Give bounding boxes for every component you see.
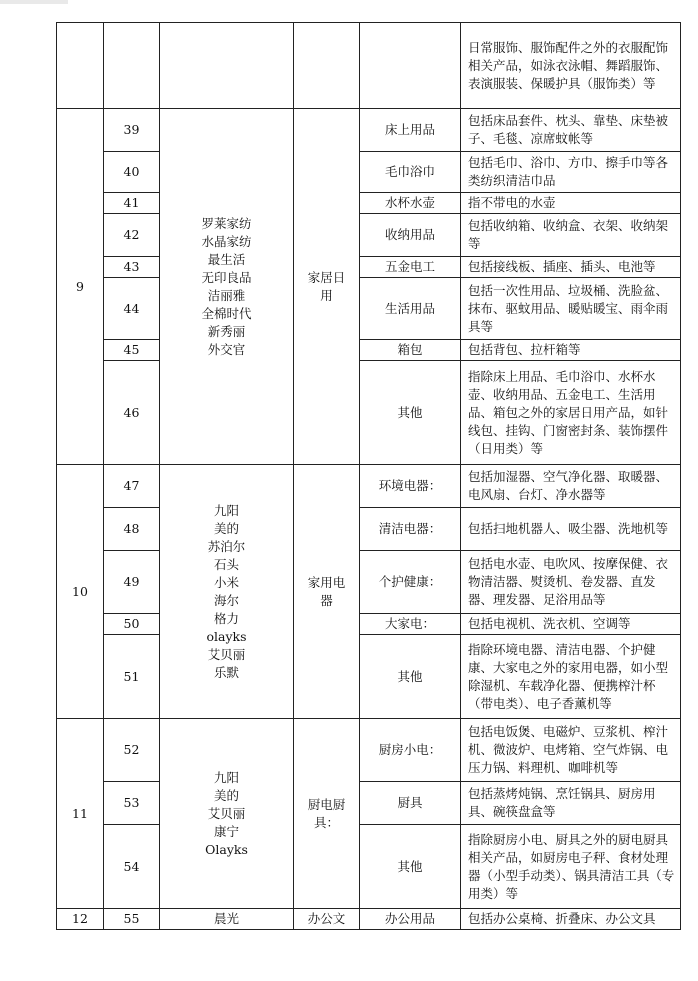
table-row xyxy=(57,23,681,109)
brand-list xyxy=(160,465,294,719)
brand-name: 美的 xyxy=(213,787,239,803)
table-row xyxy=(57,193,681,214)
brand-name: 晨光 xyxy=(213,911,239,926)
group-number: 9 xyxy=(57,109,104,465)
brand-list xyxy=(160,109,294,465)
item-number: 49 xyxy=(104,551,160,614)
item-number: 55 xyxy=(104,909,160,930)
subcategory-name: 个护健康： xyxy=(360,551,461,614)
item-number: 42 xyxy=(104,214,160,257)
brand-name: 海尔 xyxy=(213,592,239,608)
category-name: 家居日用 xyxy=(294,109,360,465)
table-row xyxy=(57,465,681,508)
brand-name: 最生活 xyxy=(207,251,246,267)
table-row xyxy=(57,340,681,361)
item-number: 46 xyxy=(104,361,160,465)
table-row xyxy=(57,551,681,614)
table-row xyxy=(57,257,681,278)
brand-name: 康宁 xyxy=(213,823,239,839)
brand-name: 小米 xyxy=(213,574,239,590)
table-row xyxy=(57,909,681,930)
description-text: 指除厨房小电、厨具之外的厨电厨具相关产品，如厨房电子秤、食材处理器（小型手动类）、锅具清洁工具（专用类）等 xyxy=(461,825,681,909)
subcategory-name: 厨具 xyxy=(360,782,461,825)
table-row xyxy=(57,361,681,465)
subcategory-name: 其他 xyxy=(360,635,461,719)
description-cell: 日常服饰、服饰配件之外的衣服配饰相关产品，如泳衣泳帽、舞蹈服饰、表演服装、保暖护具（服饰类）等 xyxy=(461,23,681,109)
description-text: 指除床上用品、毛巾浴巾、水杯水壶、收纳用品、五金电工、生活用品、箱包之外的家居日用产品，如针线包、挂钩、门窗密封条、装饰摆件（日用类）等 xyxy=(461,361,681,465)
item-number: 43 xyxy=(104,257,160,278)
brand-name: 苏泊尔 xyxy=(207,538,246,554)
description-text: 包括电水壶、电吹风、按摩保健、衣物清洁器、熨烫机、卷发器、直发器、理发器、足浴用品等 xyxy=(461,551,681,614)
category-brand-table xyxy=(56,22,681,930)
description-text: 包括电视机、洗衣机、空调等 xyxy=(461,614,681,635)
description-text: 指除环境电器、清洁电器、个护健康、大家电之外的家用电器，如小型除湿机、车载净化器、便携榨汁杯（带电类）、电子香薰机等 xyxy=(461,635,681,719)
description-text: 包括收纳箱、收纳盒、衣架、收纳架等 xyxy=(461,214,681,257)
item-number: 50 xyxy=(104,614,160,635)
group-cell xyxy=(57,23,104,109)
brand-name: 洁丽雅 xyxy=(207,287,246,303)
group-number: 10 xyxy=(57,465,104,719)
table-row xyxy=(57,152,681,193)
subcategory-name: 生活用品 xyxy=(360,278,461,340)
table-row xyxy=(57,109,681,152)
brand-name: 罗莱家纺 xyxy=(201,215,252,231)
brand-name: 艾贝丽 xyxy=(207,805,246,821)
brand-name: 水晶家纺 xyxy=(201,233,252,249)
table-row xyxy=(57,614,681,635)
item-number: 54 xyxy=(104,825,160,909)
number-cell xyxy=(104,23,160,109)
group-number: 11 xyxy=(57,719,104,909)
subcategory-name: 收纳用品 xyxy=(360,214,461,257)
table-row xyxy=(57,719,681,782)
table-row xyxy=(57,782,681,825)
item-number: 48 xyxy=(104,508,160,551)
brand-list xyxy=(160,909,294,930)
item-number: 45 xyxy=(104,340,160,361)
description-text: 包括扫地机器人、吸尘器、洗地机等 xyxy=(461,508,681,551)
category-cell xyxy=(294,23,360,109)
subcategory-name: 清洁电器： xyxy=(360,508,461,551)
brand-name: 全棉时代 xyxy=(201,305,252,321)
item-number: 40 xyxy=(104,152,160,193)
brand-name: 无印良品 xyxy=(201,269,252,285)
subcategory-name: 厨房小电： xyxy=(360,719,461,782)
description-text: 包括电饭煲、电磁炉、豆浆机、榨汁机、微波炉、电烤箱、空气炸锅、电压力锅、料理机、咖啡机等 xyxy=(461,719,681,782)
brand-name: 九阳 xyxy=(213,769,239,785)
table-row xyxy=(57,825,681,909)
brand-name: 九阳 xyxy=(213,502,239,518)
description-text: 包括加湿器、空气净化器、取暖器、电风扇、台灯、净水器等 xyxy=(461,465,681,508)
brand-name: 新秀丽 xyxy=(207,323,246,339)
description-text: 包括办公桌椅、折叠床、办公文具 xyxy=(461,909,681,930)
subcategory-name: 环境电器： xyxy=(360,465,461,508)
item-number: 39 xyxy=(104,109,160,152)
category-name: 家用电器 xyxy=(294,465,360,719)
subcategory-name: 床上用品 xyxy=(360,109,461,152)
subcategory-name: 水杯水壶 xyxy=(360,193,461,214)
item-number: 41 xyxy=(104,193,160,214)
category-name: 办公文 xyxy=(294,909,360,930)
brand-name: Olayks xyxy=(205,841,248,857)
table-row xyxy=(57,278,681,340)
subcategory-name: 毛巾浴巾 xyxy=(360,152,461,193)
description-text: 指不带电的水壶 xyxy=(461,193,681,214)
subcategory-name: 其他 xyxy=(360,361,461,465)
description-text: 包括毛巾、浴巾、方巾、擦手巾等各类纺织清洁巾品 xyxy=(461,152,681,193)
item-number: 52 xyxy=(104,719,160,782)
description-text: 包括背包、拉杆箱等 xyxy=(461,340,681,361)
category-name: 厨电厨具： xyxy=(294,719,360,909)
subcategory-name: 办公用品 xyxy=(360,909,461,930)
table-row xyxy=(57,508,681,551)
brand-name: 石头 xyxy=(213,556,239,572)
subcategory-name: 箱包 xyxy=(360,340,461,361)
brand-cell xyxy=(160,23,294,109)
subcategory-name: 其他 xyxy=(360,825,461,909)
brand-name: 美的 xyxy=(213,520,239,536)
brand-name: 格力 xyxy=(213,610,239,626)
subcategory-name: 五金电工 xyxy=(360,257,461,278)
brand-list xyxy=(160,719,294,909)
brand-name: 艾贝丽 xyxy=(207,646,246,662)
description-text: 包括一次性用品、垃圾桶、洗脸盆、抹布、驱蚊用品、暖贴暖宝、雨伞雨具等 xyxy=(461,278,681,340)
description-text: 包括接线板、插座、插头、电池等 xyxy=(461,257,681,278)
page-corner-mark xyxy=(0,0,68,4)
description-text: 包括蒸烤炖锅、烹饪锅具、厨房用具、碗筷盘盒等 xyxy=(461,782,681,825)
subcategory-cell xyxy=(360,23,461,109)
subcategory-name: 大家电： xyxy=(360,614,461,635)
item-number: 44 xyxy=(104,278,160,340)
item-number: 47 xyxy=(104,465,160,508)
item-number: 51 xyxy=(104,635,160,719)
group-number: 12 xyxy=(57,909,104,930)
brand-name: 外交官 xyxy=(207,341,246,357)
brand-name: olayks xyxy=(206,628,247,644)
description-text: 包括床品套件、枕头、靠垫、床垫被子、毛毯、凉席蚊帐等 xyxy=(461,109,681,152)
table-row xyxy=(57,214,681,257)
item-number: 53 xyxy=(104,782,160,825)
brand-name: 乐默 xyxy=(213,664,239,680)
table-row xyxy=(57,635,681,719)
